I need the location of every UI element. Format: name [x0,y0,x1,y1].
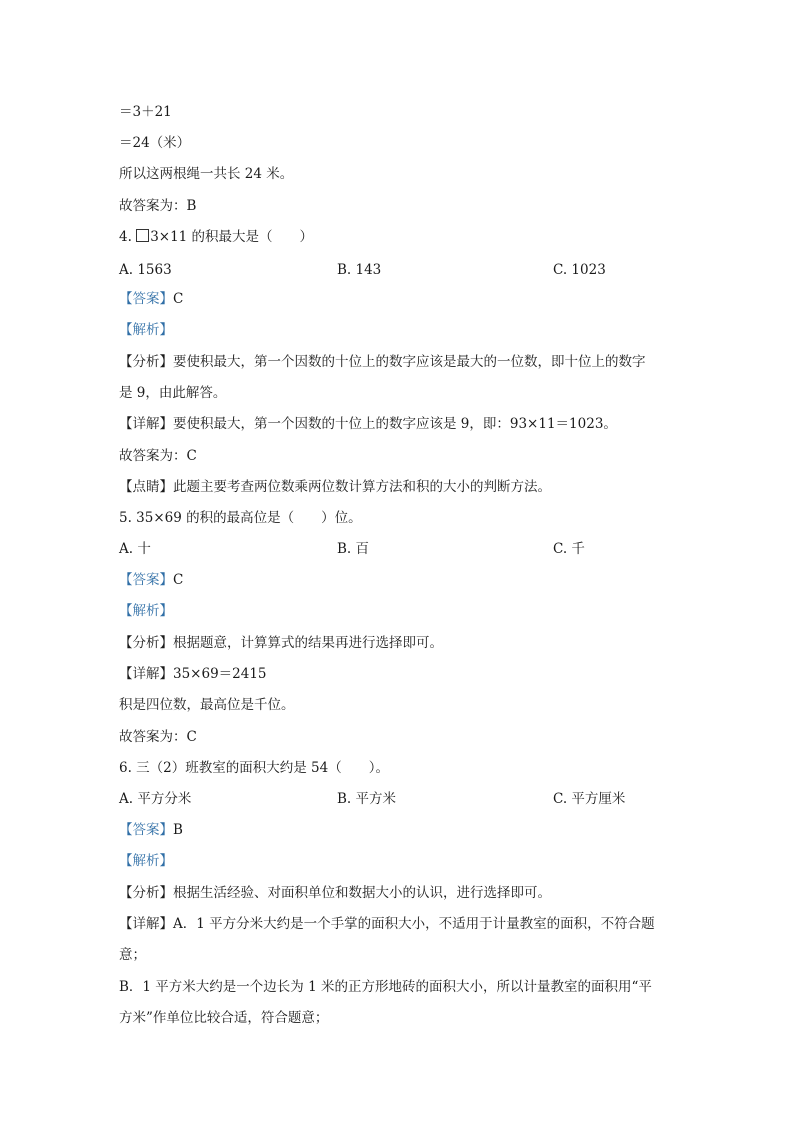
q4-analysis-tag: 【解析】 [119,322,173,338]
q6-option-b-explain-1: B．1 平方米大约是一个边长为 1 米的正方形地砖的面积大小，所以计量教室的面积用“平 [119,979,652,995]
question-text: 3×11 的积最大是（ ） [150,229,314,245]
q4-fenxi-2: 是 9，由此解答。 [119,385,227,401]
question-number: 4. [119,229,132,245]
q5-xiangjie [119,664,679,684]
answer-tag: 【答案】 [119,291,173,307]
q6-option-b-explain-2: 方米”作单位比较合适，符合题意； [119,1010,329,1026]
q6-xiangjie-2: 意； [119,947,146,963]
dianjing-tag: 【点睛】 [119,479,173,495]
question-4 [119,227,679,247]
xiangjie-tag: 【详解】 [119,666,173,682]
blank-box-icon [136,229,149,242]
fenxi-text: 根据题意，计算算式的结果再进行选择即可。 [173,635,443,651]
xiangjie-tag: 【详解】 [119,916,173,932]
calc-line-2: ＝24（米） [119,135,191,151]
fenxi-tag: 【分析】 [119,635,173,651]
question-6: 6. 三（2）班教室的面积大约是 54（ ）。 [119,760,389,776]
answer-value: B [173,822,183,838]
answer-line: 故答案为：B [119,198,197,214]
q5-option-a: A. 十 [119,541,151,557]
xiangjie-text: 35×69＝2415 [173,666,267,682]
answer-tag: 【答案】 [119,822,173,838]
q6-fenxi [119,883,679,903]
question-5: 5. 35×69 的积的最高位是（ ）位。 [119,510,362,526]
fenxi-tag: 【分析】 [119,885,173,901]
answer-tag: 【答案】 [119,572,173,588]
q4-dianjing [119,477,679,497]
q4-option-a: A. 1563 [119,262,172,278]
dianjing-text: 此题主要考查两位数乘两位数计算方法和积的大小的判断方法。 [173,479,551,495]
q5-explanation: 积是四位数，最高位是千位。 [119,697,295,713]
fenxi-text: 要使积最大，第一个因数的十位上的数字应该是最大的一位数，即十位上的数字 [173,354,646,370]
q6-option-b: B. 平方米 [337,791,397,807]
q4-fenxi-1 [119,352,679,372]
q6-analysis-tag: 【解析】 [119,853,173,869]
xiangjie-tag: 【详解】 [119,416,173,432]
xiangjie-text: 要使积最大，第一个因数的十位上的数字应该是 9，即：93×11＝1023。 [173,416,617,432]
q4-option-b: B. 143 [337,262,382,278]
q6-option-c: C. 平方厘米 [553,791,626,807]
q6-option-a: A. 平方分米 [119,791,192,807]
q5-option-b: B. 百 [337,541,370,557]
q5-final-answer: 故答案为：C [119,729,197,745]
q6-answer [119,820,679,840]
answer-value: C [173,291,184,307]
q5-answer [119,570,679,590]
q5-analysis-tag: 【解析】 [119,603,173,619]
q4-final-answer: 故答案为：C [119,448,197,464]
q6-xiangjie-1 [119,914,679,934]
q4-xiangjie [119,414,679,434]
q4-option-c: C. 1023 [553,262,606,278]
fenxi-text: 根据生活经验、对面积单位和数据大小的认识，进行选择即可。 [173,885,551,901]
answer-value: C [173,572,184,588]
q5-fenxi [119,633,679,653]
calc-line-1: ＝3＋21 [119,104,172,120]
q4-answer [119,289,679,309]
conclusion-line: 所以这两根绳一共长 24 米。 [119,166,294,182]
xiangjie-text: A．1 平方分米大约是一个手掌的面积大小，不适用于计量教室的面积，不符合题 [173,916,655,932]
q5-option-c: C. 千 [553,541,585,557]
fenxi-tag: 【分析】 [119,354,173,370]
